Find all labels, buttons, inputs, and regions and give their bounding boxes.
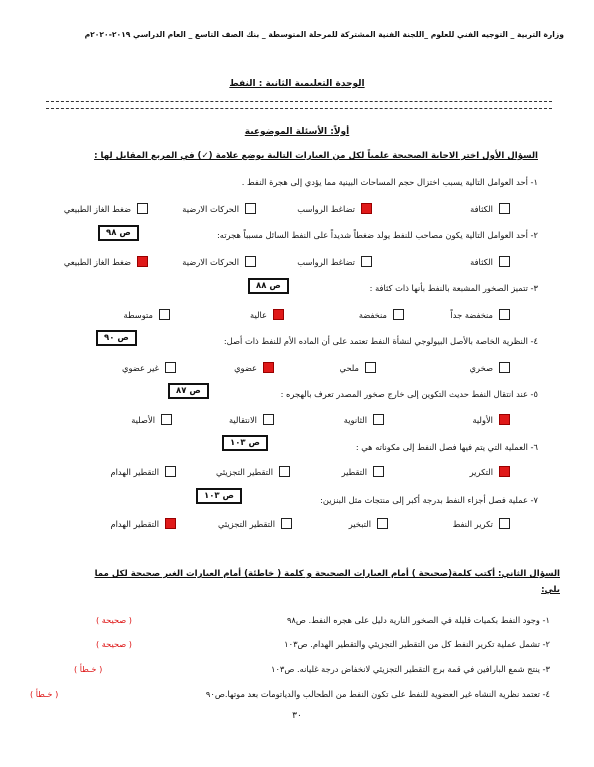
q1-item-2-option-4[interactable]: ضغط الغاز الطبيعي (64, 256, 148, 267)
checkbox[interactable] (279, 466, 290, 477)
q1-item-4-option-4[interactable]: غير عضوي (122, 362, 176, 373)
q1-item-4-option-1[interactable]: صخري (470, 362, 510, 373)
q2-item-4-answer: ( خـطأ ) (30, 689, 59, 699)
q1-item-6-text: ٦- العملية التي يتم فيها فصل النفط إلى مكوناته هي : (355, 442, 538, 452)
q1-item-7-option-2[interactable]: التبخير (349, 518, 388, 529)
q2-item-1-answer: ( صحيحة ) (96, 615, 132, 625)
q1-item-6-page-ref: ص ١٠٣ (222, 435, 268, 451)
checkbox-checked[interactable] (263, 362, 274, 373)
q1-item-6-option-3[interactable]: التقطير التجزيئي (216, 466, 290, 477)
q1-item-1-option-3[interactable]: الحركات الارضية (182, 203, 256, 214)
q1-item-5-text: ٥- عند انتقال النفط حديث التكوين إلى خارج صخور المصدر تعرف بالهجره : (280, 389, 538, 399)
q1-item-1-option-2[interactable]: تضاغط الرواسب (297, 203, 372, 214)
checkbox-checked[interactable] (273, 309, 284, 320)
checkbox-checked[interactable] (499, 414, 510, 425)
section-title: أولاً: الأسئلة الموضوعية (244, 127, 350, 137)
q1-item-7-option-1[interactable]: تكرير النفط (453, 518, 510, 529)
checkbox[interactable] (499, 203, 510, 214)
checkbox-checked[interactable] (499, 466, 510, 477)
checkbox[interactable] (245, 203, 256, 214)
q1-item-3-text: ٣- تتميز الصخور المشبعة بالنفط بأنها ذات كثافة : (369, 283, 538, 293)
q1-item-2-option-1[interactable]: الكثافة (470, 256, 510, 267)
checkbox[interactable] (377, 518, 388, 529)
q1-item-5-page-ref: ص ٨٧ (168, 383, 209, 399)
ministry-header: وزارة التربية _ التوجيه الفني للعلوم _اللجنة الفنية المشتركة للمرحلة المتوسطة _ بنك الصف التاسع _ العام الدراسي ٢٠١٩-٢٠٢٠م (84, 30, 564, 39)
checkbox[interactable] (165, 362, 176, 373)
q1-item-6-option-1[interactable]: التكرير (470, 466, 510, 477)
q1-item-2-text: ٢- أحد العوامل التالية يكون مصاحب للنفط يولد ضغطاً شديداً على النفط السائل مسبباً هجرته: (217, 230, 538, 240)
question-1-heading: السؤال الأول اختر الاجابة الصحيحة علمياً لكل من العبارات التالية بوضع علامة (✓) في المربع المقابل لها : (94, 151, 538, 161)
checkbox[interactable] (393, 309, 404, 320)
q1-item-3-option-3[interactable]: عالية (250, 309, 284, 320)
checkbox-checked[interactable] (165, 518, 176, 529)
q1-item-4-option-2[interactable]: ملحي (340, 362, 376, 373)
checkbox[interactable] (499, 518, 510, 529)
q1-item-3-option-2[interactable]: منخفضة (359, 309, 404, 320)
q1-item-1-option-1[interactable]: الكثافة (470, 203, 510, 214)
checkbox[interactable] (281, 518, 292, 529)
q1-item-2-option-2[interactable]: تضاغط الرواسب (297, 256, 372, 267)
q1-item-3-option-1[interactable]: منخفضة جداً (450, 309, 510, 320)
q1-item-2-page-ref: ص ٩٨ (98, 225, 139, 241)
q2-item-2-answer: ( صحيحة ) (96, 639, 132, 649)
checkbox[interactable] (365, 362, 376, 373)
checkbox[interactable] (373, 414, 384, 425)
q1-item-6-option-4[interactable]: التقطير الهدام (110, 466, 176, 477)
q1-item-5-option-1[interactable]: الأولية (472, 414, 510, 425)
checkbox-checked[interactable] (137, 256, 148, 267)
q1-item-5-option-2[interactable]: الثانوية (344, 414, 384, 425)
page-number: ٣٠ (292, 711, 302, 721)
q2-item-3-text: ٣- ينتج شمع البارافين في قمة برج التقطير التجزيئي لانخفاض درجة غليانه. ص١٠٣ (270, 664, 550, 674)
checkbox[interactable] (373, 466, 384, 477)
checkbox[interactable] (245, 256, 256, 267)
checkbox[interactable] (137, 203, 148, 214)
q1-item-7-page-ref: ص ١٠٣ (196, 488, 242, 504)
checkbox-checked[interactable] (361, 203, 372, 214)
q1-item-3-page-ref: ص ٨٨ (248, 278, 289, 294)
checkbox[interactable] (499, 256, 510, 267)
q2-item-4-text: ٤- تعتمد نظرية النشاه غير العضوية للنفط على تكون النفط من الطحالب والدياتومات بعد موتها.ص٩٠ (205, 689, 550, 699)
q2-item-3-answer: ( خـطأ ) (74, 664, 103, 674)
q1-item-7-text: ٧- عملية فصل أجزاء النفط بدرجة أكبر إلى منتجات مثل البنزين: (320, 495, 538, 505)
q1-item-6-option-2[interactable]: التقطير (342, 466, 384, 477)
separator-rule (46, 101, 552, 109)
q2-item-1-text: ١- وجود النفط بكميات قليلة في الصخور النارية دليل على هجره النفط. ص٩٨ (286, 615, 550, 625)
checkbox[interactable] (165, 466, 176, 477)
checkbox[interactable] (499, 362, 510, 373)
checkbox[interactable] (161, 414, 172, 425)
question-2-heading-cont: يلي: (541, 585, 560, 595)
q1-item-4-option-3[interactable]: عضوي (234, 362, 274, 373)
checkbox[interactable] (361, 256, 372, 267)
checkbox[interactable] (499, 309, 510, 320)
q1-item-2-option-3[interactable]: الحركات الارضية (182, 256, 256, 267)
checkbox[interactable] (159, 309, 170, 320)
q1-item-4-page-ref: ص ٩٠ (96, 330, 137, 346)
q1-item-5-option-4[interactable]: الأصلية (131, 414, 172, 425)
q1-item-3-option-4[interactable]: متوسطة (124, 309, 170, 320)
q1-item-5-option-3[interactable]: الانتقالية (229, 414, 274, 425)
unit-title: الوحدة التعليمية الثانية : النفط (229, 79, 365, 89)
q1-item-4-text: ٤- النظرية الخاصة بالأصل البيولوجي لنشأة النفط تعتمد على أن الماده الأم للنفط ذات أصل: (223, 336, 538, 346)
q2-item-2-text: ٢- تشمل عملية تكرير النفط كل من التقطير التجزيئي والتقطير الهدام. ص١٠٣ (284, 639, 550, 649)
q1-item-7-option-3[interactable]: التقطير التجزيئي (218, 518, 292, 529)
question-2-heading: السؤال الثاني: أكتب كلمة(صحيحة ) أمام العبارات الصحيحة و كلمة ( خاطئة) أمام العبارات الغير صحيحة لكل مما (94, 569, 560, 579)
q1-item-1-option-4[interactable]: ضغط الغاز الطبيعي (64, 203, 148, 214)
q1-item-7-option-4[interactable]: التقطير الهدام (110, 518, 176, 529)
checkbox[interactable] (263, 414, 274, 425)
q1-item-1-text: ١- أحد العوامل التالية يسبب اختزال حجم المساحات البينية مما يؤدي إلى هجرة النفط . (241, 177, 538, 187)
